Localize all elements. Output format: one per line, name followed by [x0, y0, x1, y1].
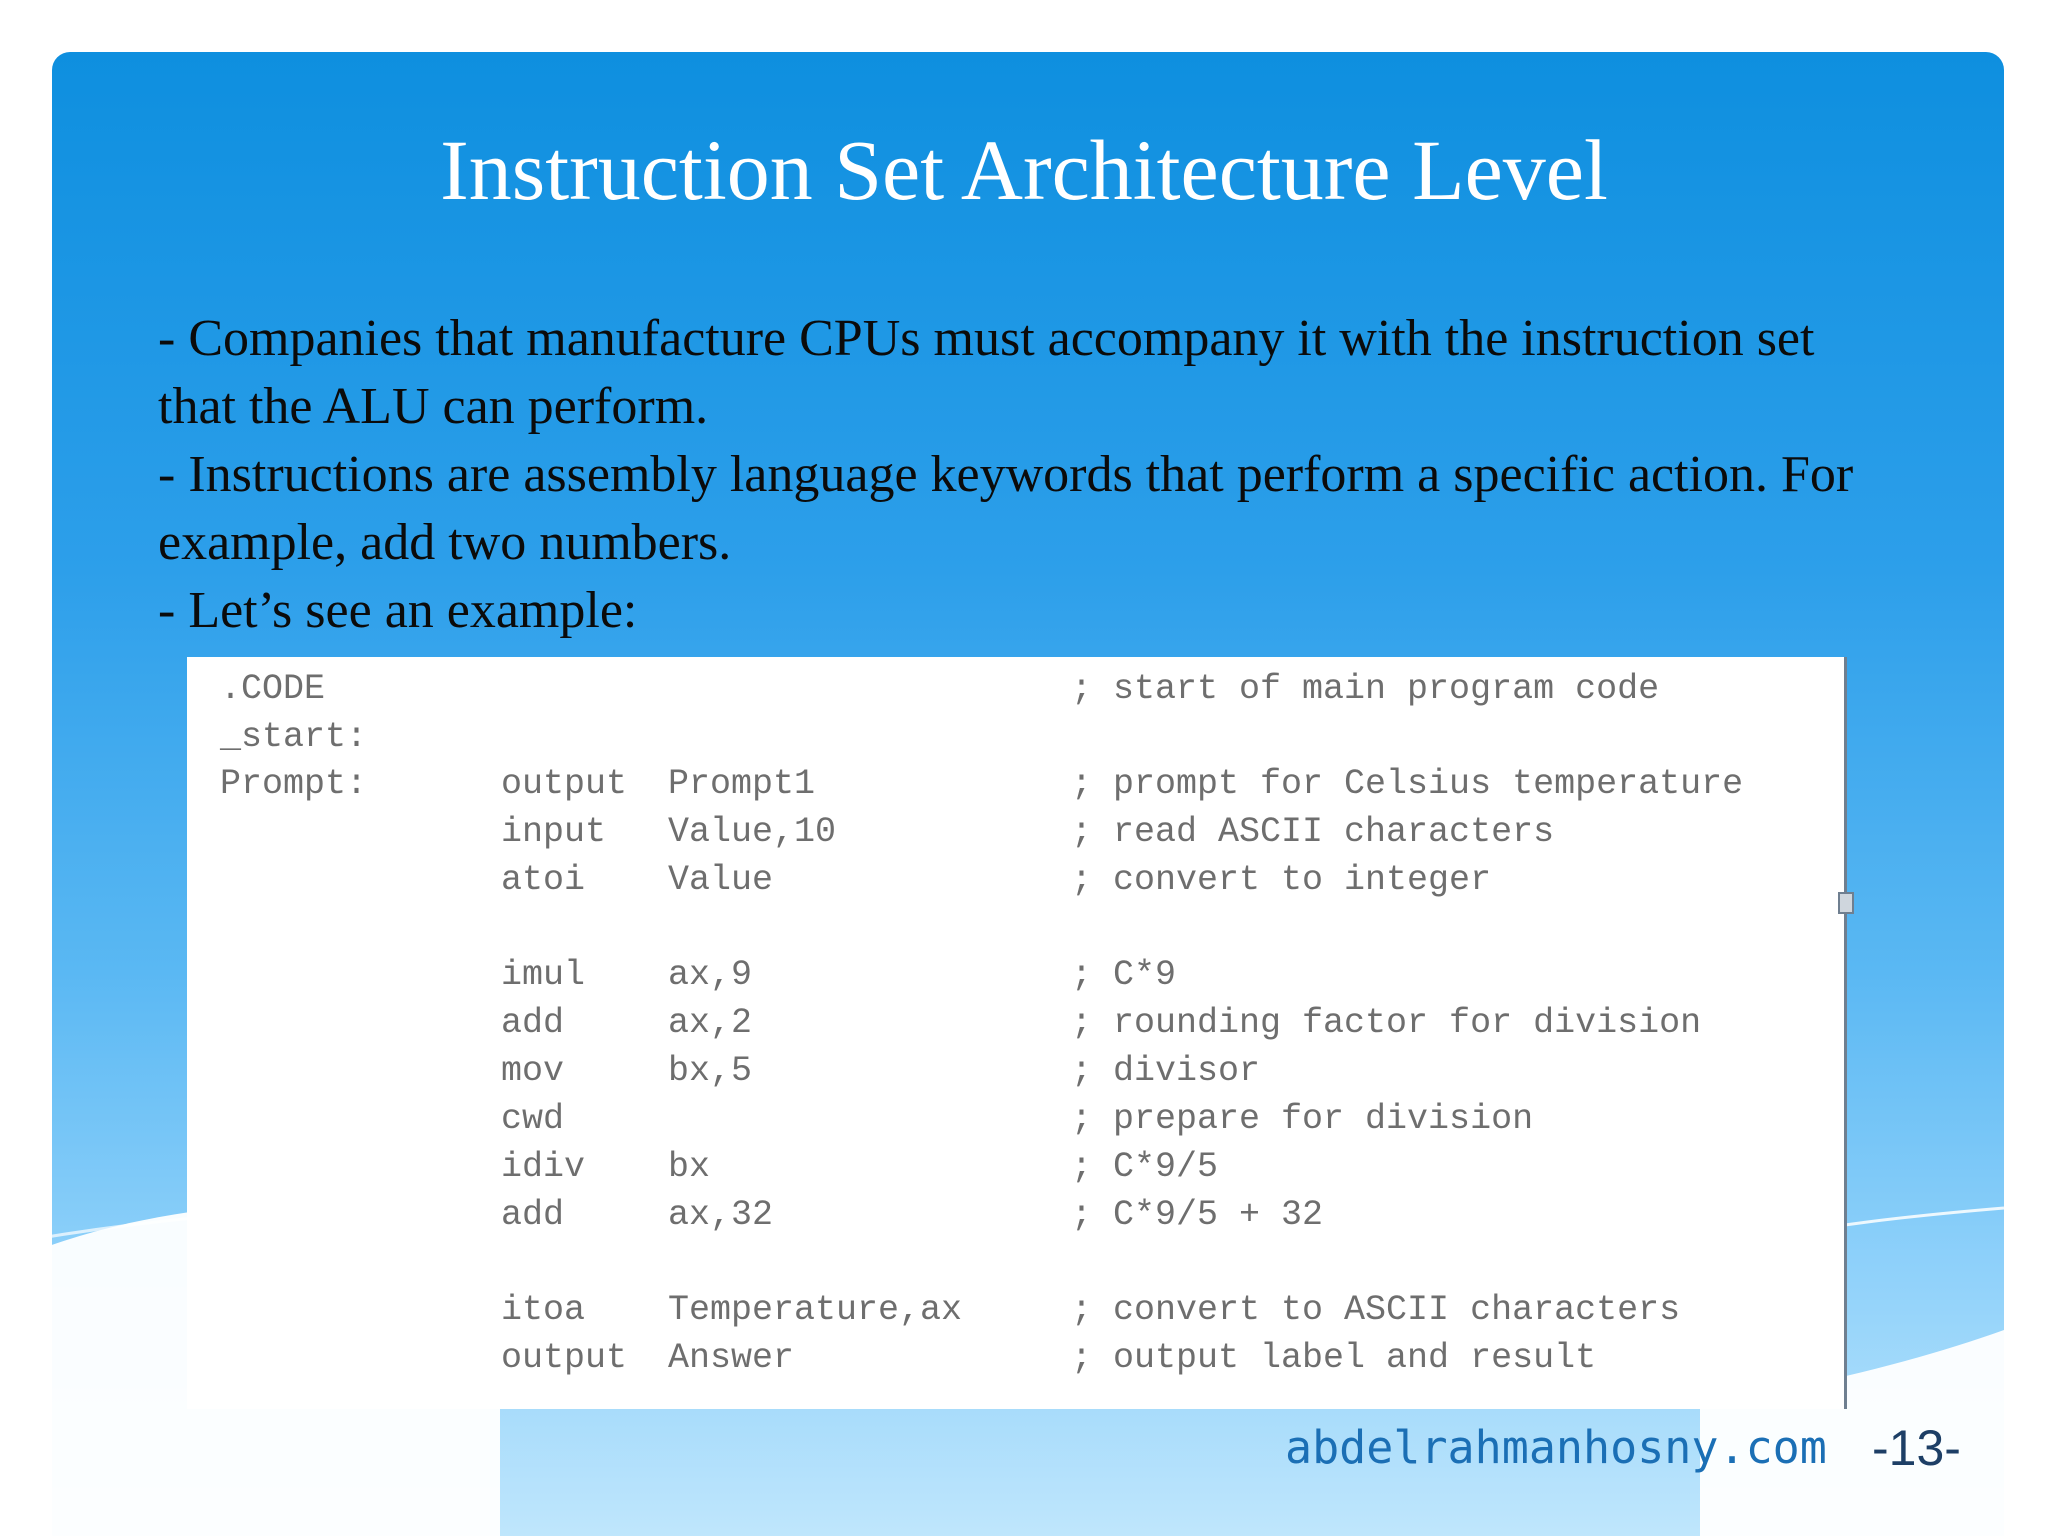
code-label: .CODE	[220, 669, 326, 709]
bullet-2: - Instructions are assembly language keywords that perform a specific action. For example, add two numbers.	[158, 446, 1854, 571]
code-instruction: idiv	[501, 1147, 586, 1187]
code-operand: Value,10	[668, 812, 837, 852]
code-label: Prompt:	[220, 764, 368, 804]
code-operand: bx,5	[668, 1051, 753, 1091]
code-comment: ; C*9	[1071, 955, 1177, 995]
code-comment: ; divisor	[1071, 1051, 1261, 1091]
code-line	[187, 1144, 1837, 1190]
code-operand: Temperature,ax	[668, 1290, 963, 1330]
code-line	[187, 1000, 1837, 1046]
code-operand: ax,2	[668, 1003, 753, 1043]
code-label: _start:	[220, 717, 368, 757]
code-line	[187, 857, 1837, 903]
code-comment: ; C*9/5	[1071, 1147, 1219, 1187]
code-operand: ax,9	[668, 955, 753, 995]
slide-body	[158, 305, 1878, 645]
code-line	[187, 761, 1837, 807]
code-comment: ; C*9/5 + 32	[1071, 1195, 1324, 1235]
code-line	[187, 714, 1837, 760]
code-line	[187, 809, 1837, 855]
code-comment: ; convert to integer	[1071, 860, 1492, 900]
code-operand: ax,32	[668, 1195, 774, 1235]
bullet-1: - Companies that manufacture CPUs must accompany it with the instruction set that the ALU can perform.	[158, 310, 1815, 435]
bullet-3: - Let’s see an example:	[158, 582, 638, 639]
slide-title: Instruction Set Architecture Level	[440, 122, 1608, 218]
code-comment: ; convert to ASCII characters	[1071, 1290, 1681, 1330]
code-line	[187, 1096, 1837, 1142]
code-line	[187, 1335, 1837, 1381]
code-line	[187, 1048, 1837, 1094]
code-instruction: atoi	[501, 860, 586, 900]
page-number: -13-	[1872, 1420, 1961, 1476]
code-line	[187, 1192, 1837, 1238]
code-instruction: cwd	[501, 1099, 565, 1139]
code-operand: Value	[668, 860, 774, 900]
code-line	[187, 666, 1837, 712]
code-instruction: itoa	[501, 1290, 586, 1330]
code-instruction: add	[501, 1195, 565, 1235]
code-operand: Answer	[668, 1338, 795, 1378]
resize-handle-icon	[1838, 892, 1854, 914]
code-comment: ; prompt for Celsius temperature	[1071, 764, 1744, 804]
code-comment: ; output label and result	[1071, 1338, 1597, 1378]
code-example-image	[187, 657, 1847, 1409]
code-line	[187, 952, 1837, 998]
code-instruction: input	[501, 812, 607, 852]
code-comment: ; prepare for division	[1071, 1099, 1534, 1139]
code-instruction: output	[501, 764, 628, 804]
code-operand: bx	[668, 1147, 711, 1187]
code-instruction: output	[501, 1338, 628, 1378]
code-instruction: add	[501, 1003, 565, 1043]
code-line	[187, 1287, 1837, 1333]
code-comment: ; read ASCII characters	[1071, 812, 1555, 852]
footer-website: abdelrahmanhosny.com	[1285, 1421, 1827, 1474]
code-comment: ; rounding factor for division	[1071, 1003, 1702, 1043]
code-instruction: mov	[501, 1051, 565, 1091]
code-comment: ; start of main program code	[1071, 669, 1660, 709]
code-instruction: imul	[501, 955, 586, 995]
code-operand: Prompt1	[668, 764, 816, 804]
